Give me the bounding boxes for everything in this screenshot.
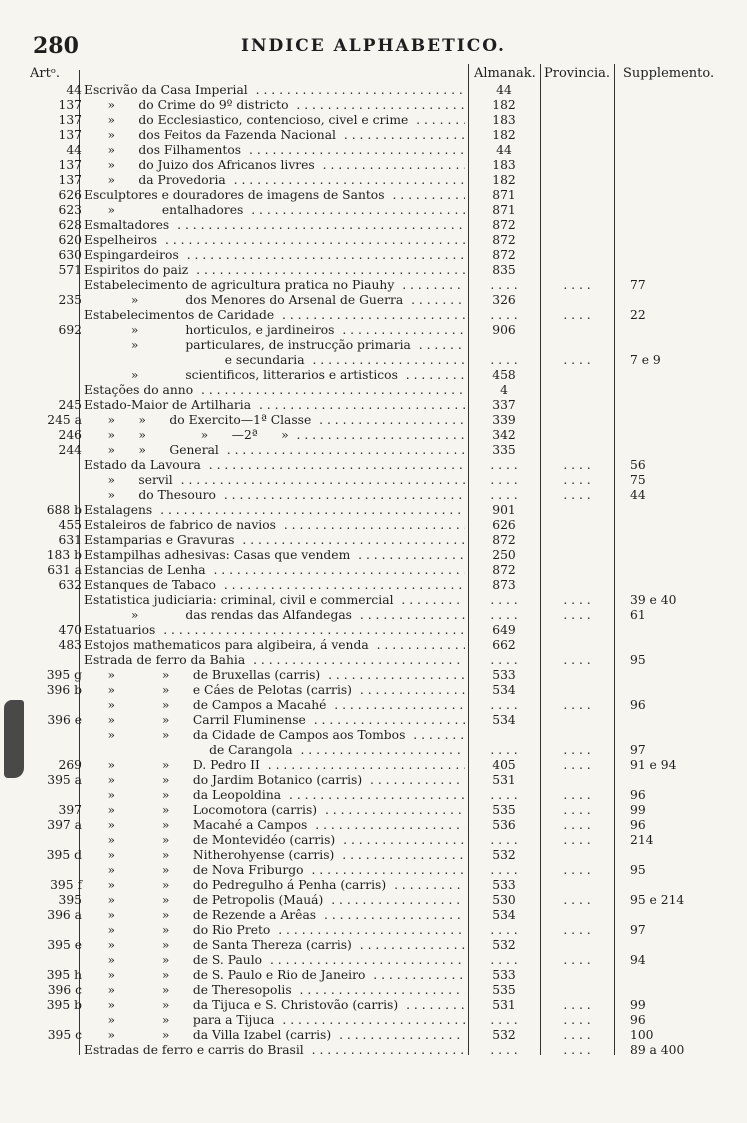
entry-description: » » de Montevidéo (carris) . . . (84, 833, 465, 848)
entry-description: Esculptores e douradores de imagens de Santos . . . (84, 188, 465, 203)
almanak-page: 872 (492, 563, 516, 577)
entry-description: » » » —2ª » . . . (84, 428, 465, 443)
almanak-page: 872 (492, 218, 516, 232)
entry-description: Espiritos do paiz . . . (84, 263, 465, 278)
almanak-page: 871 (492, 203, 516, 217)
entry-description: e secundaria . . . (84, 353, 465, 368)
table-row (0, 788, 747, 803)
provincia-page: . . . . (563, 308, 591, 322)
almanak-page: . . . . (490, 473, 518, 487)
entry-description: » » Macahé a Campos . . . (84, 818, 465, 833)
art-number: 395 g (46, 668, 82, 682)
almanak-page: 535 (492, 983, 516, 997)
table-row (0, 743, 747, 758)
almanak-page: 405 (492, 758, 516, 772)
header-supplemento: Supplemento. (623, 66, 715, 81)
almanak-page: 532 (492, 1028, 516, 1042)
almanak-page: . . . . (490, 833, 518, 847)
supplemento-page: 56 (630, 458, 646, 472)
art-number: 396 b (46, 683, 82, 697)
table-row (0, 623, 747, 638)
table-row (0, 818, 747, 833)
almanak-page: 530 (492, 893, 516, 907)
entry-description: de Carangola . . . (84, 743, 465, 758)
supplemento-page: 77 (630, 278, 646, 292)
almanak-page: . . . . (490, 488, 518, 502)
entry-description: » » do Exercito—1ª Classe . . . (84, 413, 465, 428)
almanak-page: 342 (492, 428, 516, 442)
entry-description: Estanques de Tabaco . . . (84, 578, 465, 593)
page-number: 280 (33, 33, 79, 59)
supplemento-page: 39 e 40 (630, 593, 677, 607)
almanak-page: 534 (492, 683, 516, 697)
entry-description: » do Thesouro . . . (84, 488, 465, 503)
almanak-page: 44 (496, 143, 512, 157)
entry-description: » » de Nova Friburgo . . . (84, 863, 465, 878)
table-row (0, 998, 747, 1013)
almanak-page: 337 (492, 398, 516, 412)
supplemento-page: 94 (630, 953, 646, 967)
art-number: 692 (58, 323, 82, 337)
table-row (0, 1043, 747, 1058)
art-number: 631 a (47, 563, 82, 577)
art-number: 396 c (47, 983, 82, 997)
table-row (0, 938, 747, 953)
provincia-page: . . . . (563, 923, 591, 937)
art-number: 137 (58, 158, 82, 172)
entry-description: Estampilhas adhesivas: Casas que vendem . . . (84, 548, 465, 563)
art-number: 688 b (46, 503, 82, 517)
table-row (0, 218, 747, 233)
entry-description: » da Provedoria . . . (84, 173, 465, 188)
entry-description: » » da Leopoldina . . . (84, 788, 465, 803)
provincia-page: . . . . (563, 608, 591, 622)
art-number: 44 (66, 143, 82, 157)
art-number: 245 a (47, 413, 82, 427)
provincia-page: . . . . (563, 1043, 591, 1057)
almanak-page: 906 (492, 323, 516, 337)
table-row (0, 383, 747, 398)
almanak-page: . . . . (490, 278, 518, 292)
table-row (0, 428, 747, 443)
art-number: 626 (58, 188, 82, 202)
table-row (0, 98, 747, 113)
supplemento-page: 91 e 94 (630, 758, 677, 772)
table-row (0, 353, 747, 368)
page-title: INDICE ALPHABETICO. (241, 36, 506, 56)
art-number: 395 h (46, 968, 82, 982)
art-number: 395 f (50, 878, 82, 892)
art-number: 244 (58, 443, 82, 457)
table-row (0, 518, 747, 533)
art-number: 628 (58, 218, 82, 232)
entry-description: » dos Filhamentos . . . (84, 143, 465, 158)
art-number: 137 (58, 173, 82, 187)
table-row (0, 563, 747, 578)
supplemento-page: 75 (630, 473, 646, 487)
table-row (0, 128, 747, 143)
almanak-page: 183 (492, 113, 516, 127)
table-row (0, 608, 747, 623)
entry-description: » » de S. Paulo . . . (84, 953, 465, 968)
art-number: 632 (58, 578, 82, 592)
table-row (0, 683, 747, 698)
entry-description: » » da Cidade de Campos aos Tombos . . . (84, 728, 465, 743)
entry-description: Estabelecimentos de Caridade . . . (84, 308, 465, 323)
entry-description: » » do Pedregulho á Penha (carris) . . . (84, 878, 465, 893)
almanak-page: 626 (492, 518, 516, 532)
entry-description: » entalhadores . . . (84, 203, 465, 218)
art-number: 396 a (47, 908, 82, 922)
table-row (0, 728, 747, 743)
provincia-page: . . . . (563, 653, 591, 667)
supplemento-page: 96 (630, 698, 646, 712)
art-number: 44 (66, 83, 82, 97)
entry-description: » das rendas das Alfandegas . . . (84, 608, 465, 623)
table-row (0, 278, 747, 293)
table-row (0, 323, 747, 338)
table-row (0, 1028, 747, 1043)
art-number: 395 e (47, 938, 82, 952)
table-row (0, 983, 747, 998)
supplemento-page: 96 (630, 818, 646, 832)
almanak-page: 182 (492, 98, 516, 112)
entry-description: » » Nitherohyense (carris) . . . (84, 848, 465, 863)
almanak-page: 533 (492, 878, 516, 892)
almanak-page: 872 (492, 248, 516, 262)
table-row (0, 158, 747, 173)
table-row (0, 548, 747, 563)
almanak-page: . . . . (490, 863, 518, 877)
provincia-page: . . . . (563, 353, 591, 367)
art-number: 137 (58, 128, 82, 142)
art-number: 269 (58, 758, 82, 772)
art-number: 630 (58, 248, 82, 262)
entry-description: Estabelecimento de agricultura pratica no Piauhy . . . (84, 278, 465, 293)
entry-description: » » da Tijuca e S. Christovão (carris) . . . (84, 998, 465, 1013)
table-row (0, 668, 747, 683)
table-row (0, 473, 747, 488)
supplemento-page: 61 (630, 608, 646, 622)
art-number: 396 e (47, 713, 82, 727)
almanak-page: 458 (492, 368, 516, 382)
almanak-page: 183 (492, 158, 516, 172)
entry-description: » » e Cáes de Pelotas (carris) . . . (84, 683, 465, 698)
almanak-page: 649 (492, 623, 516, 637)
table-row (0, 968, 747, 983)
entry-description: » » de Rezende a Arêas . . . (84, 908, 465, 923)
entry-description: Estrada de ferro da Bahia . . . (84, 653, 465, 668)
header-art: Artᵒ. (30, 66, 60, 81)
table-row (0, 593, 747, 608)
supplemento-page: 97 (630, 923, 646, 937)
entry-description: » » do Rio Preto . . . (84, 923, 465, 938)
entry-description: Estatistica judiciaria: criminal, civil e commercial . . . (84, 593, 465, 608)
entry-description: » » de Santa Thereza (carris) . . . (84, 938, 465, 953)
almanak-page: . . . . (490, 458, 518, 472)
table-row (0, 803, 747, 818)
entry-description: Estradas de ferro e carris do Brasil . . . (84, 1043, 465, 1058)
entry-description: Espingardeiros . . . (84, 248, 465, 263)
table-row (0, 863, 747, 878)
entry-description: Estações do anno . . . (84, 383, 465, 398)
art-number: 395 (58, 893, 82, 907)
almanak-page: 339 (492, 413, 516, 427)
almanak-page: 531 (492, 998, 516, 1012)
art-number: 395 c (47, 1028, 82, 1042)
table-row (0, 578, 747, 593)
provincia-page: . . . . (563, 698, 591, 712)
provincia-page: . . . . (563, 803, 591, 817)
almanak-page: . . . . (490, 788, 518, 802)
almanak-page: . . . . (490, 353, 518, 367)
art-number: 235 (58, 293, 82, 307)
table-row (0, 248, 747, 263)
supplemento-page: 99 (630, 998, 646, 1012)
supplemento-page: 89 a 400 (630, 1043, 685, 1057)
almanak-page: 326 (492, 293, 516, 307)
entry-description: » » do Jardim Botanico (carris) . . . (84, 773, 465, 788)
entry-description: » do Juizo dos Africanos livres . . . (84, 158, 465, 173)
table-row (0, 368, 747, 383)
table-row (0, 263, 747, 278)
entry-description: » » para a Tijuca . . . (84, 1013, 465, 1028)
almanak-page: . . . . (490, 953, 518, 967)
almanak-page: 534 (492, 713, 516, 727)
table-row (0, 113, 747, 128)
entry-description: » dos Menores do Arsenal de Guerra . . . (84, 293, 465, 308)
entry-description: Estalagens . . . (84, 503, 465, 518)
provincia-page: . . . . (563, 953, 591, 967)
table-row (0, 173, 747, 188)
supplemento-page: 95 (630, 863, 646, 877)
almanak-page: 872 (492, 533, 516, 547)
art-number: 245 (58, 398, 82, 412)
almanak-page: . . . . (490, 743, 518, 757)
entry-description: » » da Villa Izabel (carris) . . . (84, 1028, 465, 1043)
table-row (0, 398, 747, 413)
almanak-page: 44 (496, 83, 512, 97)
provincia-page: . . . . (563, 893, 591, 907)
entry-description: Estado-Maior de Artilharia . . . (84, 398, 465, 413)
entry-description: » » Carril Fluminense . . . (84, 713, 465, 728)
almanak-page: 536 (492, 818, 516, 832)
art-number: 395 a (47, 773, 82, 787)
provincia-page: . . . . (563, 473, 591, 487)
almanak-page: 182 (492, 128, 516, 142)
almanak-page: . . . . (490, 698, 518, 712)
almanak-page: 835 (492, 263, 516, 277)
table-row (0, 653, 747, 668)
almanak-page: 250 (492, 548, 516, 562)
almanak-page: 533 (492, 968, 516, 982)
art-number: 623 (58, 203, 82, 217)
header-provincia: Provincia. (544, 66, 610, 81)
table-row (0, 488, 747, 503)
art-number: 620 (58, 233, 82, 247)
almanak-page: 532 (492, 848, 516, 862)
almanak-page: . . . . (490, 593, 518, 607)
art-number: 483 (58, 638, 82, 652)
table-row (0, 233, 747, 248)
provincia-page: . . . . (563, 758, 591, 772)
art-number: 246 (58, 428, 82, 442)
provincia-page: . . . . (563, 998, 591, 1012)
table-row (0, 758, 747, 773)
table-row (0, 893, 747, 908)
table-row (0, 923, 747, 938)
table-row (0, 1013, 747, 1028)
art-number: 397 a (47, 818, 82, 832)
entry-description: Estamparias e Gravuras . . . (84, 533, 465, 548)
supplemento-page: 100 (630, 1028, 654, 1042)
table-row (0, 713, 747, 728)
table-row (0, 443, 747, 458)
entry-description: » » de Bruxellas (carris) . . . (84, 668, 465, 683)
almanak-page: . . . . (490, 923, 518, 937)
entry-description: » do Ecclesiastico, contencioso, civel e crime . . . (84, 113, 465, 128)
table-row (0, 143, 747, 158)
almanak-page: . . . . (490, 1043, 518, 1057)
provincia-page: . . . . (563, 788, 591, 802)
supplemento-page: 22 (630, 308, 646, 322)
entry-description: Estancias de Lenha . . . (84, 563, 465, 578)
table-row (0, 338, 747, 353)
art-number: 470 (58, 623, 82, 637)
provincia-page: . . . . (563, 1013, 591, 1027)
art-number: 571 (58, 263, 82, 277)
table-row (0, 953, 747, 968)
almanak-page: 535 (492, 803, 516, 817)
almanak-page: 662 (492, 638, 516, 652)
almanak-page: 872 (492, 233, 516, 247)
table-row (0, 503, 747, 518)
almanak-page: 901 (492, 503, 516, 517)
art-number: 183 b (46, 548, 82, 562)
art-number: 137 (58, 98, 82, 112)
table-row (0, 908, 747, 923)
provincia-page: . . . . (563, 1028, 591, 1042)
table-row (0, 773, 747, 788)
almanak-page: . . . . (490, 308, 518, 322)
supplemento-page: 214 (630, 833, 654, 847)
entry-description: » » de Campos a Macahé . . . (84, 698, 465, 713)
ink-stain (4, 700, 24, 778)
entry-description: Estaleiros de fabrico de navios . . . (84, 518, 465, 533)
supplemento-page: 96 (630, 788, 646, 802)
table-row (0, 878, 747, 893)
art-number: 397 (58, 803, 82, 817)
table-row (0, 638, 747, 653)
almanak-page: . . . . (490, 653, 518, 667)
entry-description: Estojos mathematicos para algibeira, á venda . . . (84, 638, 465, 653)
entry-description: Estatuarios . . . (84, 623, 465, 638)
almanak-page: 182 (492, 173, 516, 187)
provincia-page: . . . . (563, 458, 591, 472)
almanak-page: 335 (492, 443, 516, 457)
almanak-page: 873 (492, 578, 516, 592)
art-number: 631 (58, 533, 82, 547)
art-number: 455 (58, 518, 82, 532)
supplemento-page: 95 (630, 653, 646, 667)
almanak-page: 531 (492, 773, 516, 787)
table-row (0, 533, 747, 548)
header-almanak: Almanak. (474, 66, 536, 81)
art-number: 395 b (46, 998, 82, 1012)
supplemento-page: 95 e 214 (630, 893, 685, 907)
provincia-page: . . . . (563, 488, 591, 502)
provincia-page: . . . . (563, 278, 591, 292)
entry-description: » dos Feitos da Fazenda Nacional . . . (84, 128, 465, 143)
supplemento-page: 96 (630, 1013, 646, 1027)
art-number: 395 d (46, 848, 82, 862)
table-row (0, 698, 747, 713)
supplemento-page: 44 (630, 488, 646, 502)
almanak-page: 532 (492, 938, 516, 952)
entry-description: » servil . . . (84, 473, 465, 488)
provincia-page: . . . . (563, 833, 591, 847)
almanak-page: 871 (492, 188, 516, 202)
table-row (0, 413, 747, 428)
entry-description: Escrivão da Casa Imperial . . . (84, 83, 465, 98)
almanak-page: . . . . (490, 1013, 518, 1027)
entry-description: » do Crime do 9º districto . . . (84, 98, 465, 113)
entry-description: » » de Petropolis (Mauá) . . . (84, 893, 465, 908)
almanak-page: 533 (492, 668, 516, 682)
entry-description: » scientificos, litterarios e artisticos . . . (84, 368, 465, 383)
provincia-page: . . . . (563, 818, 591, 832)
art-number: 137 (58, 113, 82, 127)
index-table (0, 83, 747, 1058)
almanak-page: 4 (500, 383, 508, 397)
table-row (0, 833, 747, 848)
table-row (0, 458, 747, 473)
entry-description: Esmaltadores . . . (84, 218, 465, 233)
provincia-page: . . . . (563, 593, 591, 607)
table-row (0, 293, 747, 308)
almanak-page: . . . . (490, 608, 518, 622)
entry-description: » » General . . . (84, 443, 465, 458)
entry-description: » » D. Pedro II . . . (84, 758, 465, 773)
table-row (0, 848, 747, 863)
provincia-page: . . . . (563, 743, 591, 757)
entry-description: » » de Theresopolis . . . (84, 983, 465, 998)
entry-description: Espelheiros . . . (84, 233, 465, 248)
supplemento-page: 97 (630, 743, 646, 757)
entry-description: » » de S. Paulo e Rio de Janeiro . . . (84, 968, 465, 983)
entry-description: » particulares, de instrucção primaria . . . (84, 338, 465, 353)
entry-description: » » Locomotora (carris) . . . (84, 803, 465, 818)
almanak-page: 534 (492, 908, 516, 922)
entry-description: » horticulos, e jardineiros . . . (84, 323, 465, 338)
table-row (0, 83, 747, 98)
table-row (0, 308, 747, 323)
supplemento-page: 7 e 9 (630, 353, 661, 367)
provincia-page: . . . . (563, 863, 591, 877)
entry-description: Estado da Lavoura . . . (84, 458, 465, 473)
supplemento-page: 99 (630, 803, 646, 817)
table-row (0, 203, 747, 218)
table-row (0, 188, 747, 203)
